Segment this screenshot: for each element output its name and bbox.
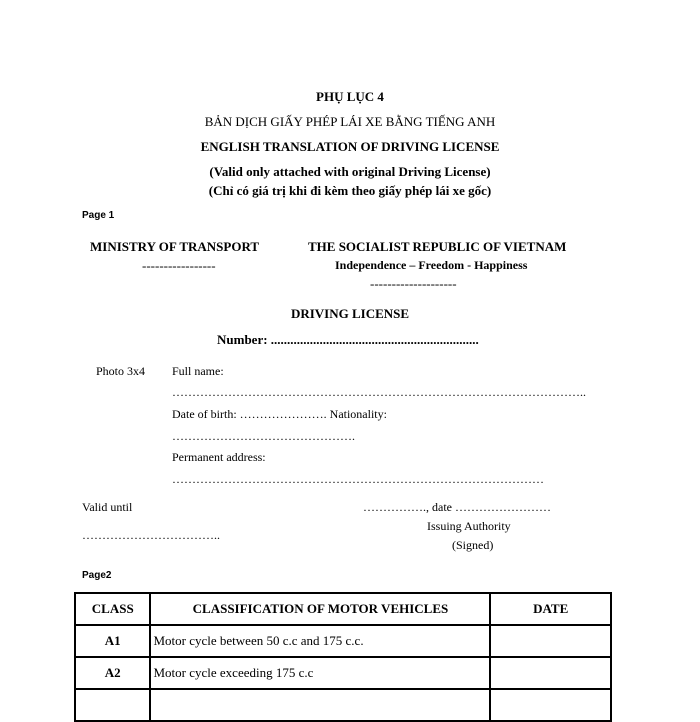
address-dots: ………………………………………………………………………………… (172, 472, 544, 486)
table-row (75, 689, 611, 721)
column-header-class: CLASS (75, 593, 150, 625)
nationality-dots: ………………………………………. (172, 429, 355, 443)
dob-nationality-line: Date of birth: …………………. Nationality: (172, 407, 387, 421)
issuing-authority: Issuing Authority (427, 519, 511, 533)
annex-title: PHỤ LỤC 4 (316, 89, 384, 104)
full-name-label: Full name: (172, 364, 224, 378)
full-name-dots: ………………………………………………………………………………………….. (172, 385, 586, 399)
date-cell (490, 657, 611, 689)
column-header-classification: CLASSIFICATION OF MOTOR VEHICLES (150, 593, 490, 625)
motto: Independence – Freedom - Happiness (335, 258, 528, 272)
classification-cell (150, 689, 490, 721)
signed-note: (Signed) (452, 538, 494, 552)
page2-label: Page2 (82, 570, 112, 581)
license-number: Number: ................................................................ (217, 332, 479, 347)
english-title: ENGLISH TRANSLATION OF DRIVING LICENSE (200, 139, 500, 154)
ministry-name: MINISTRY OF TRANSPORT (90, 239, 260, 254)
vehicle-class-table (74, 592, 612, 722)
ministry-rule: ----------------- (142, 258, 216, 273)
date-cell (490, 625, 611, 657)
validity-note-en: (Valid only attached with original Driving License) (209, 164, 491, 179)
table-row (75, 625, 611, 657)
license-title: DRIVING LICENSE (290, 306, 410, 321)
column-header-date: DATE (490, 593, 611, 625)
date-cell (490, 689, 611, 721)
classification-cell: Motor cycle between 50 c.c and 175 c.c. (150, 625, 490, 657)
class-cell: A1 (75, 625, 150, 657)
republic-name: THE SOCIALIST REPUBLIC OF VIETNAM (308, 239, 567, 254)
class-cell (75, 689, 150, 721)
table-row (75, 657, 611, 689)
address-label: Permanent address: (172, 450, 266, 464)
valid-until-dots: …………………………….. (82, 528, 220, 542)
vietnamese-title: BẢN DỊCH GIẤY PHÉP LÁI XE BẰNG TIẾNG ANH (204, 114, 496, 129)
issue-date-line: ……………., date …………………… (363, 500, 551, 514)
page1-label: Page 1 (82, 210, 115, 221)
class-cell: A2 (75, 657, 150, 689)
photo-placeholder: Photo 3x4 (96, 364, 146, 378)
table-header-row (75, 593, 611, 625)
classification-cell: Motor cycle exceeding 175 c.c (150, 657, 490, 689)
valid-until-label: Valid until (82, 500, 133, 514)
validity-note-vn: (Chỉ có giá trị khi đi kèm theo giấy phép lái xe gốc) (208, 183, 492, 198)
motto-rule: -------------------- (370, 276, 457, 291)
